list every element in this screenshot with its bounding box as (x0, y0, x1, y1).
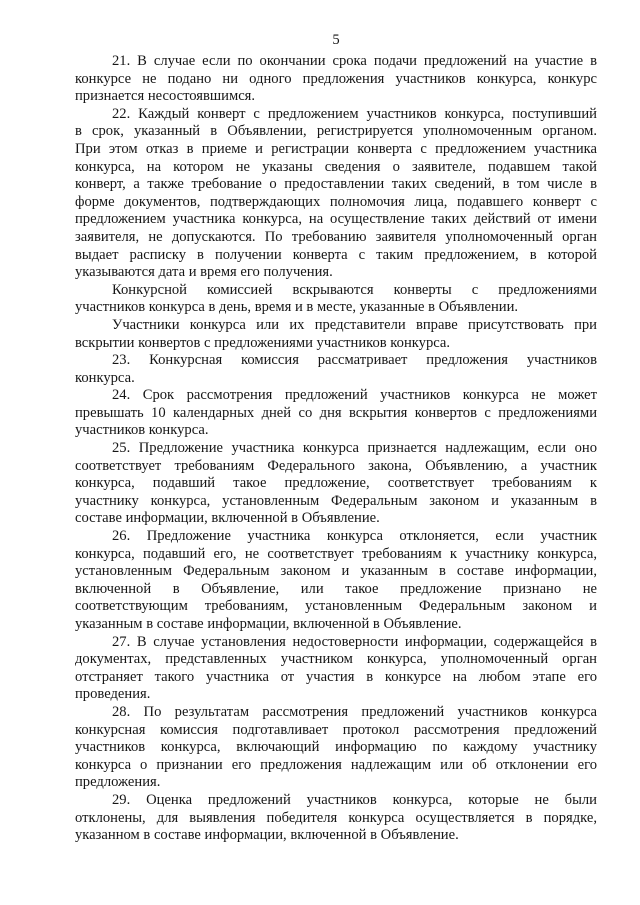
text-line: При этом отказ в приеме и регистрации конверта с предложением участника (75, 140, 597, 157)
text-line: указанном в составе информации, включенной в Объявление. (75, 827, 459, 844)
text-line: конкурса о признании его предложения надлежащим или об отклонении его (75, 756, 597, 773)
text-line: участников конкурса. (75, 422, 209, 439)
text-line: составе информации, включенной в Объявление. (75, 510, 380, 527)
text-line: 28. По результатам рассмотрения предложений участников конкурса (112, 703, 597, 720)
paragraph-22-attendance (75, 317, 597, 352)
text-line: проведения. (75, 686, 151, 703)
text-line: в срок, указанный в Объявлении, регистрируется уполномоченным органом. (75, 123, 597, 140)
paragraph-29 (75, 792, 597, 845)
text-line: конкурсная комиссия подготавливает протокол рассмотрения предложений (75, 721, 597, 738)
text-line: превышать 10 календарных дней со дня вскрытия конвертов с предложениями (75, 404, 597, 421)
text-line: форме документов, подтверждающих полномочия лица, подавшего конверт с (75, 193, 597, 210)
paragraph-28 (75, 704, 597, 792)
text-line: отстраняет такого участника от участия в конкурсе на любом этапе его (75, 668, 597, 685)
paragraph-24 (75, 387, 597, 440)
text-line: выдает расписку в получении конверта с таким предложением, в которой (75, 246, 597, 263)
text-line: 25. Предложение участника конкурса признается надлежащим, если оно (112, 440, 597, 457)
text-line: указанным в составе информации, включенной в Объявление. (75, 616, 462, 632)
text-line: 27. В случае установления недостоверности информации, содержащейся в (112, 633, 597, 650)
text-line: участников конкурса, включающий информацию по каждому участнику (75, 739, 597, 756)
text-line: признается несостоявшимся. (75, 88, 256, 105)
text-line: конкурса, подавший такое предложение, соответствует требованиям к (75, 475, 597, 492)
text-line: установленным Федеральным законом и указанным в составе информации, (75, 563, 597, 580)
paragraph-25 (75, 440, 597, 528)
text-line: 26. Предложение участника конкурса отклоняется, если участник (112, 528, 597, 545)
text-line: 22. Каждый конверт с предложением участников конкурса, поступивший (112, 105, 597, 122)
text-line: документах, представленных участником конкурса, уполномоченный орган (75, 651, 597, 668)
page-number: 5 (332, 32, 340, 48)
text-line: конкурса. (75, 369, 135, 386)
paragraph-23 (75, 352, 597, 387)
paragraph-22 (75, 106, 597, 282)
text-line: заявителя, не допускаются. По требованию заявителя уполномоченный орган (75, 228, 597, 245)
paragraph-22-envelope-opening (75, 282, 597, 317)
text-line: включенной в Объявление, или такое предложение признано не (75, 580, 597, 597)
document-body (75, 53, 597, 845)
text-line: предложения. (75, 774, 161, 791)
text-line: 24. Срок рассмотрения предложений участников конкурса не может (112, 387, 597, 404)
text-line: конкурса, подавший его, не соответствует требованиям к участнику конкурса, (75, 545, 597, 562)
text-line: 29. Оценка предложений участников конкурса, которые не были (112, 791, 597, 808)
text-line: Участники конкурса или их представители вправе присутствовать при (112, 316, 597, 333)
text-line: 23. Конкурсная комиссия рассматривает предложения участников (112, 352, 597, 369)
text-line: предложением участника конкурса, на осуществление таких действий от имени (75, 211, 597, 228)
text-line: указываются дата и время его получения. (75, 264, 333, 281)
text-line: отклонены, для выявления победителя конкурса осуществляется в порядке, (75, 809, 597, 826)
paragraph-27 (75, 634, 597, 704)
text-line: вскрытии конвертов с предложениями участников конкурса. (75, 334, 451, 351)
text-line: конкурса, на котором не указаны сведения о заявителе, подавшем такой (75, 158, 597, 175)
text-line: соответствует требованиям Федерального закона, Объявлению, а участник (75, 457, 597, 474)
text-line: конкурсе не подано ни одного предложения участников конкурса, конкурс (75, 70, 597, 87)
text-line: Конкурсной комиссией вскрываются конверты с предложениями (112, 281, 597, 298)
text-line: 21. В случае если по окончании срока подачи предложений на участие в (112, 53, 597, 69)
text-line: участников конкурса в день, время и в месте, указанные в Объявлении. (75, 299, 519, 316)
text-line: конверт, а также требование о предоставлении таких сведений, в том числе в (75, 176, 597, 193)
text-line: соответствующим требованиям, установленным Федеральным законом и (75, 598, 597, 615)
paragraph-26 (75, 528, 597, 634)
text-line: участнику конкурса, установленным Федеральным законом и указанным в (75, 492, 597, 509)
paragraph-21 (75, 53, 597, 106)
